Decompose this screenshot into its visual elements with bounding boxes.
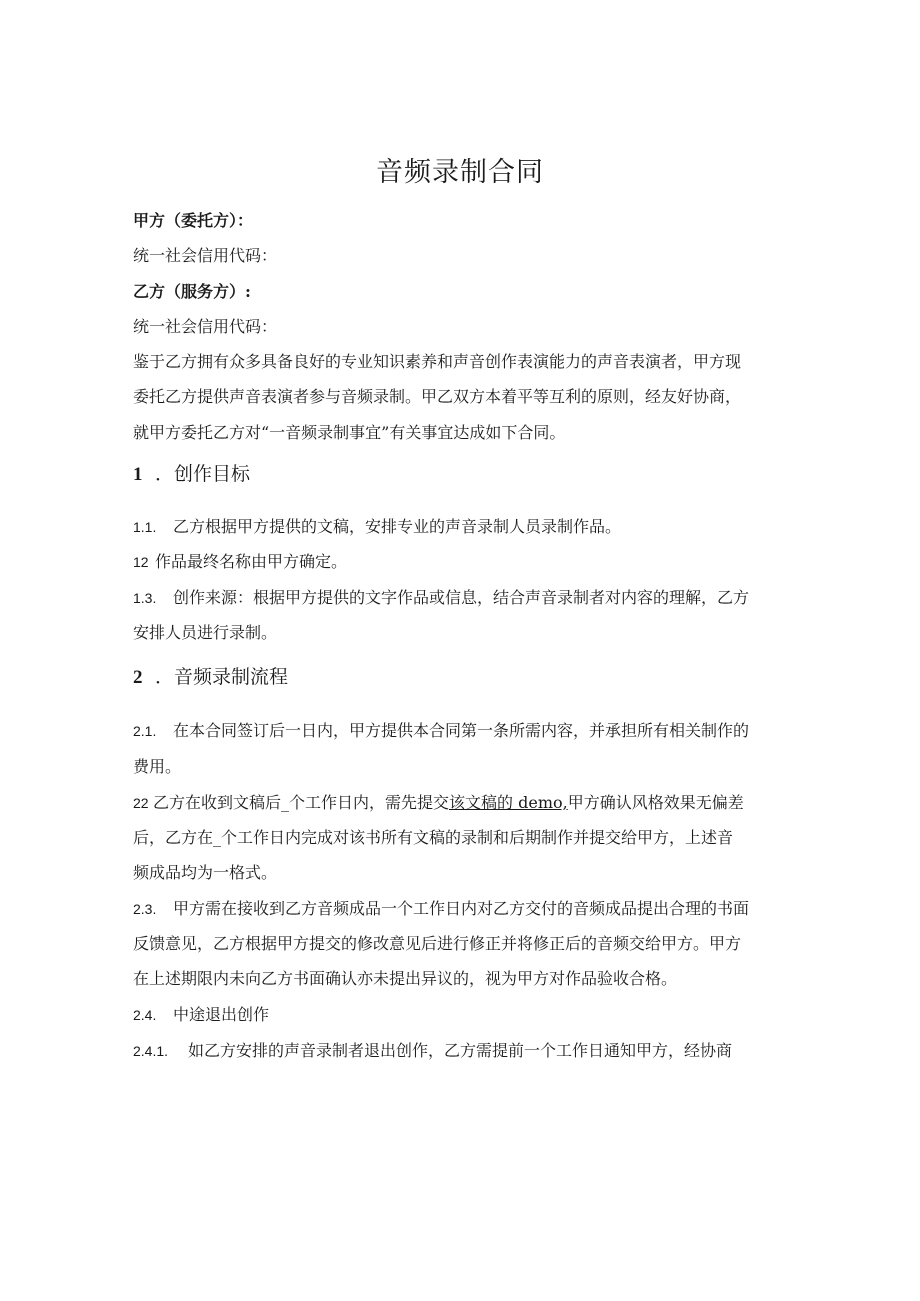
clause-2-3 <box>133 898 793 920</box>
clause-text: 乙方根据甲方提供的文稿，安排专业的声音录制人员录制作品。 <box>173 517 622 536</box>
clause-1-2 <box>133 551 793 573</box>
clause-2-1 <box>133 720 793 742</box>
section-heading <box>133 664 288 691</box>
clause-continuation: 反馈意见，乙方根据甲方提交的修改意见后进行修正并将修正后的音频交给甲方。甲方 <box>133 934 742 953</box>
section-heading <box>133 461 250 488</box>
clause-number: 1.1. <box>133 519 157 535</box>
clause-text: 作品最终名称由甲方确定。 <box>155 552 348 571</box>
clause-1-1 <box>133 516 793 538</box>
clause-text: 甲方确认风格效果无偏差 <box>567 793 744 812</box>
intro-line: 就甲方委托乙方对“一音频录制事宜”有关事宜达成如下合同。 <box>133 423 566 442</box>
intro-line: 委托乙方提供声音表演者参与音频录制。甲乙双方本着平等互利的原则，经友好协商， <box>133 387 742 406</box>
section-number: 2 <box>133 667 143 688</box>
clause-number: 12 <box>133 554 149 570</box>
clause-text: 在本合同签订后一日内，甲方提供本合同第一条所需内容，并承担所有相关制作的 <box>173 721 750 740</box>
clause-continuation: 费用。 <box>133 757 182 776</box>
clause-2-4 <box>133 1004 793 1026</box>
clause-text: 如乙方安排的声音录制者退出创作，乙方需提前一个工作日通知甲方，经协商 <box>188 1041 733 1060</box>
clause-number: 2.4.1. <box>133 1043 169 1059</box>
demo-underlined-text: 该文稿的 demo, <box>449 793 568 812</box>
section-number: 1 <box>133 464 143 485</box>
document-title: 音频录制合同 <box>376 157 544 188</box>
clause-text: 中途退出创作 <box>173 1005 270 1024</box>
clause-number: 2.3. <box>133 901 157 917</box>
party-b-credit-code: 统一社会信用代码： <box>133 317 278 336</box>
clause-text: 甲方需在接收到乙方音频成品一个工作日内对乙方交付的音频成品提出合理的书面 <box>173 899 750 918</box>
clause-2-4-1 <box>133 1040 793 1062</box>
clause-number: 22 <box>133 795 149 811</box>
clause-1-3 <box>133 587 793 609</box>
party-b-label: 乙方（服务方）: <box>133 282 251 301</box>
intro-line: 鉴于乙方拥有众多具备良好的专业知识素养和声音创作表演能力的声音表演者，甲方现 <box>133 352 742 371</box>
clause-number: 2.4. <box>133 1007 157 1023</box>
clause-2-2 <box>133 792 793 814</box>
clause-continuation: 安排人员进行录制。 <box>133 623 278 642</box>
section-title: ．音频录制流程 <box>155 666 289 688</box>
clause-continuation: 后，乙方在_个工作日内完成对该书所有文稿的录制和后期制作并提交给甲方，上述音 <box>133 828 734 847</box>
clause-continuation: 在上述期限内未向乙方书面确认亦未提出异议的，视为甲方对作品验收合格。 <box>133 969 678 988</box>
clause-number: 2.1. <box>133 723 157 739</box>
party-a-label: 甲方（委托方）： <box>133 211 254 230</box>
clause-number: 1.3. <box>133 590 157 606</box>
clause-text: 乙方在收到文稿后_个工作日内，需先提交 <box>153 793 450 812</box>
clause-text: 创作来源：根据甲方提供的文字作品或信息，结合声音录制者对内容的理解，乙方 <box>173 588 750 607</box>
party-a-credit-code: 统一社会信用代码： <box>133 246 278 265</box>
section-title: ．创作目标 <box>155 463 251 485</box>
clause-continuation: 频成品均为一格式。 <box>133 863 278 882</box>
